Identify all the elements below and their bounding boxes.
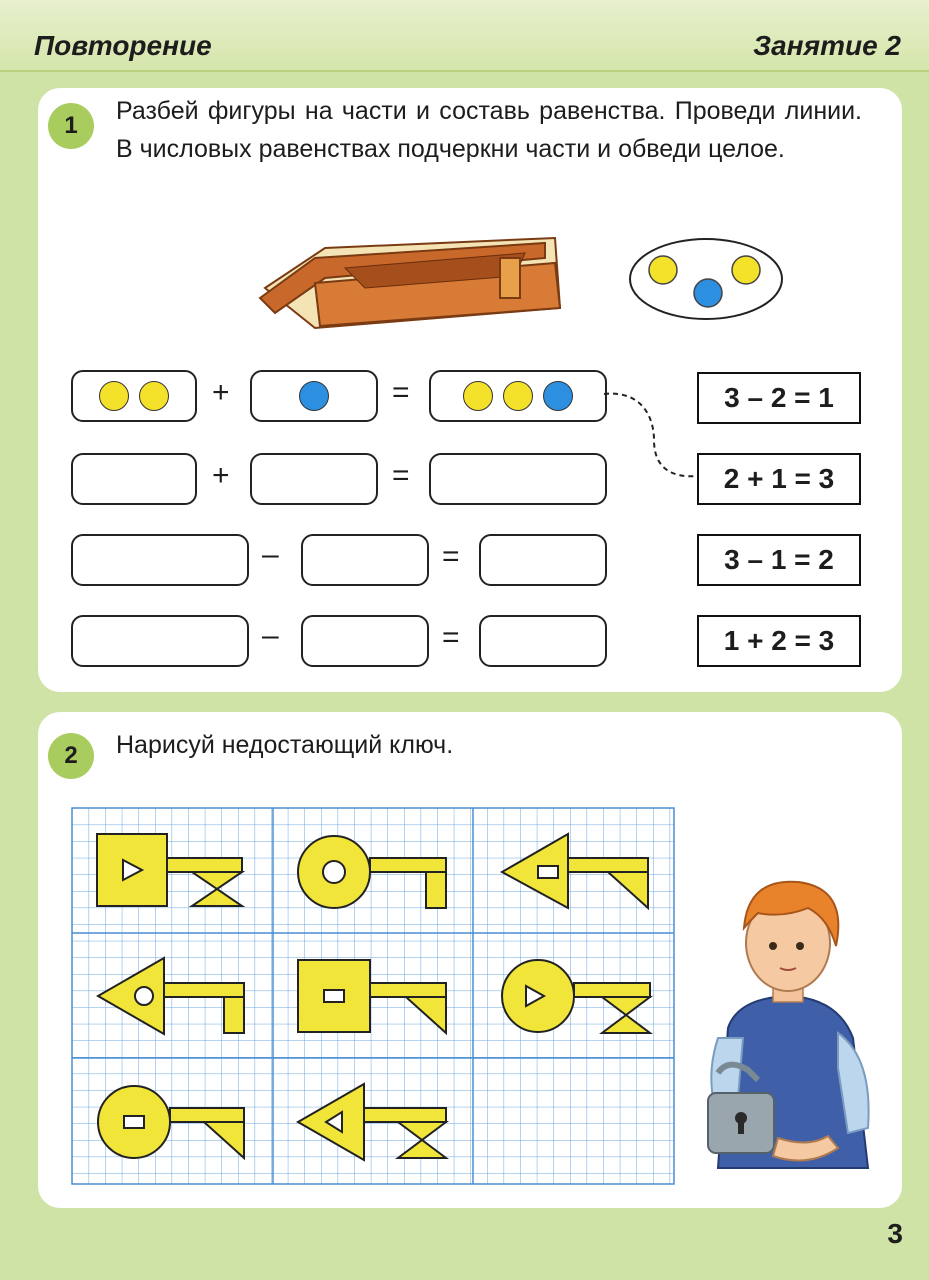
dashed-connector [604,390,700,482]
task-1-number: 1 [48,103,94,149]
task-2-text: Нарисуй недостающий ключ. [116,731,454,759]
empty-box[interactable] [479,534,607,586]
empty-box[interactable] [71,534,249,586]
task-1-text: Разбей фигуры на части и составь равенства. Проведи линии. В числовых равенствах подчеркни части и обведи целое. [116,97,862,163]
yellow-dot [503,381,533,411]
task-2-number: 2 [48,733,94,779]
equals-sign: = [392,459,410,492]
empty-box[interactable] [301,615,429,667]
empty-box[interactable] [479,615,607,667]
yellow-dot [99,381,129,411]
empty-box[interactable] [250,453,378,505]
empty-box[interactable] [71,615,249,667]
blue-dot [543,381,573,411]
section-title: Повторение [34,30,212,61]
dots-oval [628,237,784,321]
page-number: 3 [887,1218,903,1249]
equals-sign: = [442,540,460,573]
equals-sign: = [442,621,460,654]
plus-sign: + [212,459,230,492]
yellow-dot [463,381,493,411]
part-box-2 [250,370,378,422]
equation-card[interactable]: 3 – 2 = 1 [697,372,861,424]
equation-card[interactable]: 2 + 1 = 3 [697,453,861,505]
boy-with-padlock-illustration [688,868,888,1188]
minus-sign: – [262,619,279,652]
part-box-1 [71,370,197,422]
plus-sign: + [212,376,230,409]
lesson-title: Занятие 2 [753,30,901,61]
blue-dot [299,381,329,411]
page-header [0,0,929,72]
equation-card[interactable]: 1 + 2 = 3 [697,615,861,667]
empty-box[interactable] [429,453,607,505]
empty-box[interactable] [71,453,197,505]
yellow-dot [139,381,169,411]
equation-card[interactable]: 3 – 1 = 2 [697,534,861,586]
equals-sign: = [392,376,410,409]
whole-box [429,370,607,422]
book-illustration [255,228,575,338]
keys-grid [72,808,676,1186]
minus-sign: – [262,538,279,571]
empty-box[interactable] [301,534,429,586]
